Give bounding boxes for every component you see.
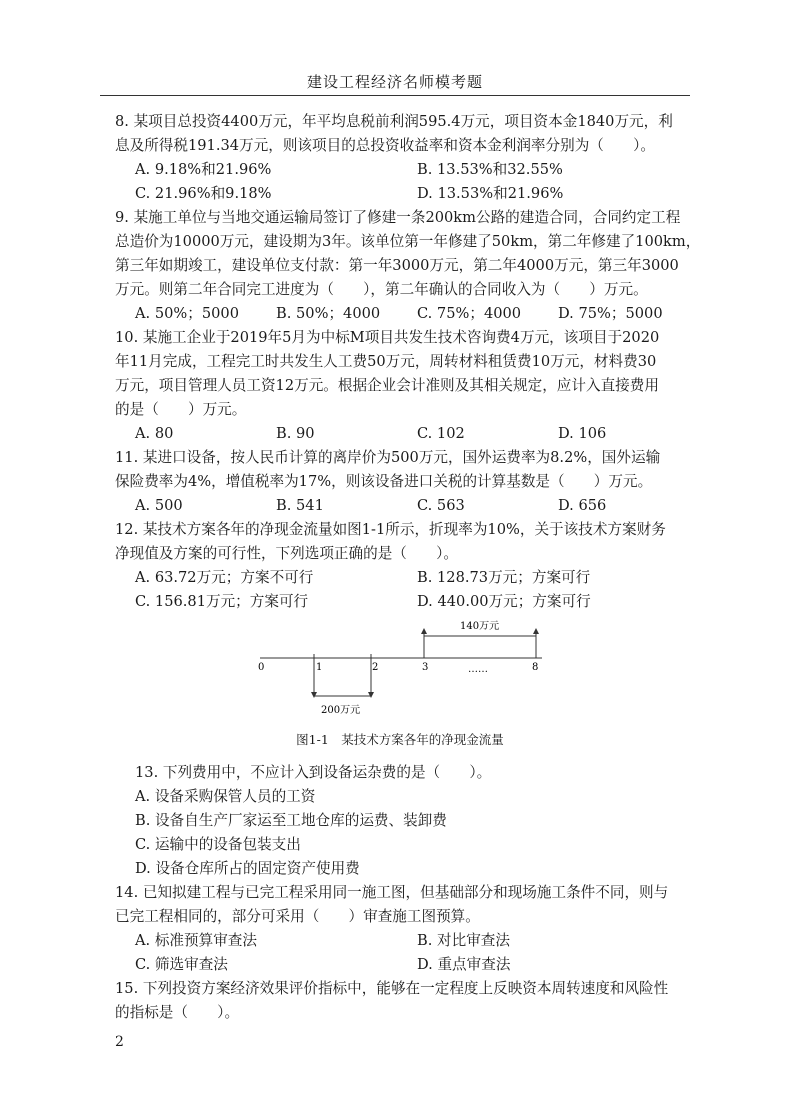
q11-stem-line2: 保险费率为4%，增值税率为17%，则该设备进口关税的计算基数是（ ）万元。	[115, 473, 653, 490]
q9-stem-line2: 总造价为10000万元，建设期为3年。该单位第一年修建了50km，第二年修建了100km，	[115, 233, 701, 250]
q13-option-d: D. 设备仓库所占的固定资产使用费	[135, 860, 360, 877]
q15-stem-line1: 15. 下列投资方案经济效果评价指标中，能够在一定程度上反映资本周转速度和风险性	[115, 980, 669, 997]
q10-stem-line1: 10. 某施工企业于2019年5月为中标M项目共发生技术咨询费4万元，该项目于2020	[115, 329, 660, 346]
figure-caption: 图1-1 某技术方案各年的净现金流量	[296, 732, 504, 747]
q12-stem-line1: 12. 某技术方案各年的净现金流量如图1-1所示，折现率为10%，关于该技术方案财务	[115, 521, 666, 538]
q9-option-d: D. 75%；5000	[558, 305, 663, 322]
q10-stem-line2: 年11月完成，工程完工时共发生人工费50万元，周转材料租赁费10万元，材料费30	[115, 353, 657, 370]
outflow-label: 200万元	[321, 705, 361, 716]
q10-stem-line4: 的是（ ）万元。	[115, 401, 247, 418]
q14-option-c: C. 筛选审查法	[135, 956, 228, 973]
cash-flow-diagram	[256, 618, 556, 718]
q8-option-c: C. 21.96%和9.18%	[135, 185, 272, 202]
header-divider	[100, 95, 690, 96]
q8-option-b: B. 13.53%和32.55%	[417, 161, 563, 178]
year-label-0: 0	[258, 662, 265, 673]
q14-option-d: D. 重点审查法	[417, 956, 511, 973]
q14-stem-line2: 已完工程相同的，部分可采用（ ）审查施工图预算。	[115, 908, 480, 925]
q9-stem-line4: 万元。则第二年合同完工进度为（ ），第二年确认的合同收入为（ ）万元。	[115, 281, 648, 298]
q12-stem-line2: 净现值及方案的可行性，下列选项正确的是（ ）。	[115, 545, 458, 562]
q8-option-a: A. 9.18%和21.96%	[135, 161, 272, 178]
q14-option-b: B. 对比审查法	[417, 932, 510, 949]
q10-option-c: C. 102	[417, 425, 465, 442]
q10-stem-line3: 万元，项目管理人员工资12万元。根据企业会计准则及其相关规定，应计入直接费用	[115, 377, 659, 394]
q9-stem-line1: 9. 某施工单位与当地交通运输局签订了修建一条200km公路的建造合同，合同约定工程	[115, 209, 681, 226]
year-label-3: 3	[422, 662, 429, 673]
q14-option-a: A. 标准预算审查法	[135, 932, 257, 949]
q11-stem-line1: 11. 某进口设备，按人民币计算的离岸价为500万元，国外运费率为8.2%，国外运输	[115, 449, 661, 466]
inflow-arrowhead-year-3	[421, 628, 427, 634]
q8-stem-line2: 息及所得税191.34万元，则该项目的总投资收益率和资本金利润率分别为（ ）。	[115, 137, 655, 154]
q12-option-c: C. 156.81万元；方案可行	[135, 593, 309, 610]
q11-option-b: B. 541	[276, 497, 324, 514]
outflow-arrowhead-year-1	[311, 692, 317, 698]
q11-option-a: A. 500	[135, 497, 183, 514]
year-label-2: 2	[372, 662, 379, 673]
inflow-label: 140万元	[460, 621, 500, 632]
q12-option-d: D. 440.00万元；方案可行	[417, 593, 591, 610]
q10-option-b: B. 90	[276, 425, 315, 442]
q11-option-c: C. 563	[417, 497, 465, 514]
q12-option-a: A. 63.72万元；方案不可行	[135, 569, 314, 586]
year-label-8: 8	[532, 662, 539, 673]
q10-option-d: D. 106	[558, 425, 607, 442]
q15-stem-line2: 的指标是（ ）。	[115, 1004, 240, 1021]
q12-option-b: B. 128.73万元；方案可行	[417, 569, 591, 586]
q8-stem-line1: 8. 某项目总投资4400万元，年平均息税前利润595.4万元，项目资本金1840万元，利	[115, 113, 673, 130]
ellipsis: ……	[468, 664, 488, 675]
q9-option-b: B. 50%；4000	[276, 305, 381, 322]
q9-option-c: C. 75%；4000	[417, 305, 522, 322]
q13-option-b: B. 设备自生产厂家运至工地仓库的运费、装卸费	[135, 812, 447, 829]
outflow-arrowhead-year-2	[368, 692, 374, 698]
q13-option-a: A. 设备采购保管人员的工资	[135, 788, 316, 805]
q11-option-d: D. 656	[558, 497, 607, 514]
year-label-1: 1	[316, 662, 323, 673]
page-number: 2	[115, 1034, 124, 1050]
q10-option-a: A. 80	[135, 425, 174, 442]
q13-option-c: C. 运输中的设备包装支出	[135, 836, 301, 853]
q9-stem-line3: 第三年如期竣工，建设单位支付款：第一年3000万元，第二年4000万元，第三年3000	[115, 257, 679, 274]
page-header-title: 建设工程经济名师模考题	[306, 73, 483, 91]
q8-option-d: D. 13.53%和21.96%	[417, 185, 564, 202]
q9-option-a: A. 50%；5000	[135, 305, 239, 322]
q13-stem-line1: 13. 下列费用中，不应计入到设备运杂费的是（ ）。	[135, 764, 492, 781]
q14-stem-line1: 14. 已知拟建工程与已完工程采用同一施工图，但基础部分和现场施工条件不同，则与	[115, 884, 669, 901]
inflow-arrowhead-year-8	[533, 628, 539, 634]
